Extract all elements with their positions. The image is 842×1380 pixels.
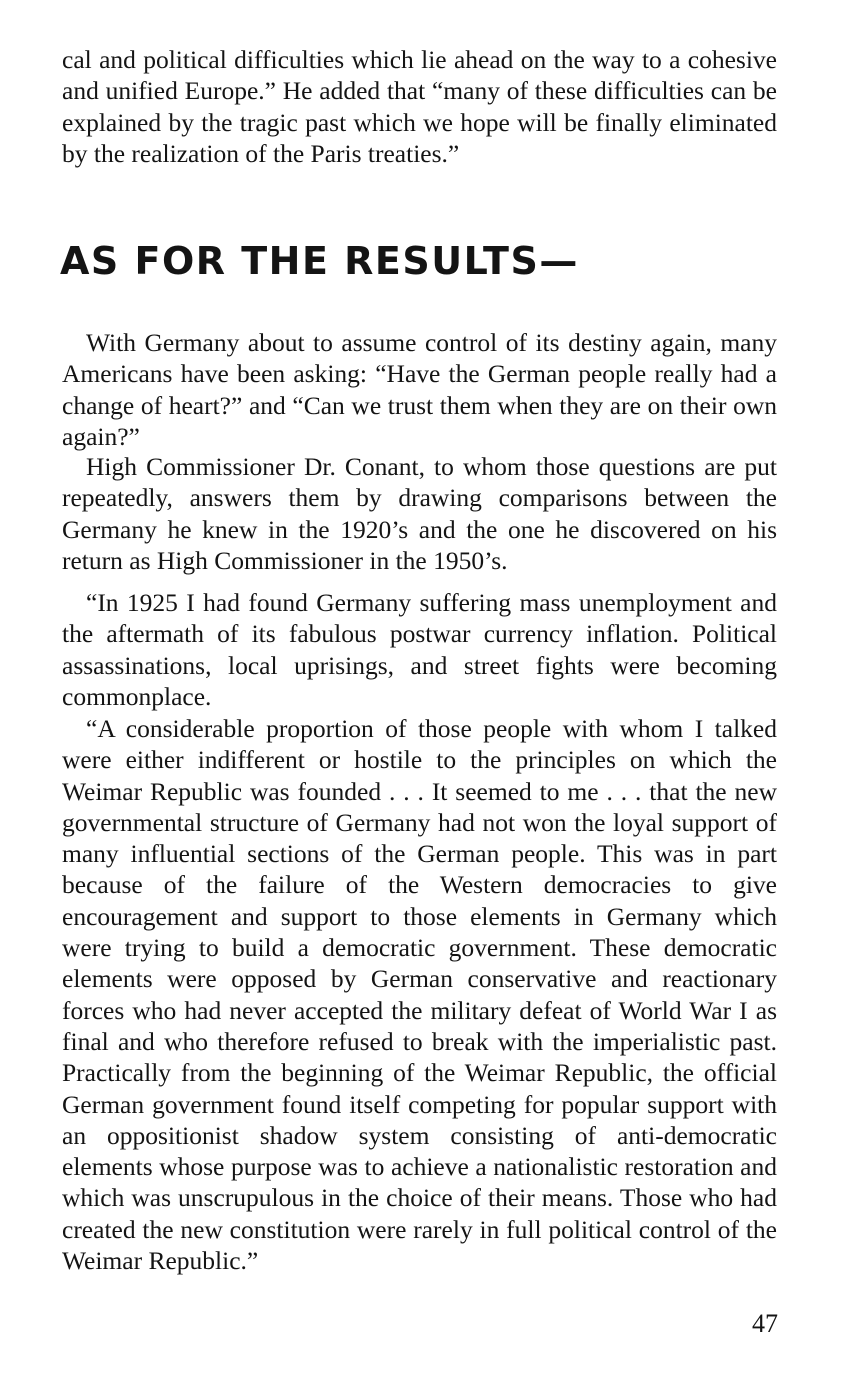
- results-paragraph-conant: High Commissioner Dr. Conant, to whom those questions are put repeatedly, answers them by drawing comparisons between the Germany he knew in the 1920’s and the one he discovered on his return as High Commissioner in the 1950’s.: [62, 452, 777, 575]
- quote-paragraph-1925: “In 1925 I had found Germany suffering mass unemployment and the aftermath of its fabulous postwar currency inflation. Political assassinations, local uprisings, and street fights were becoming commonplace.: [62, 588, 777, 711]
- intro-paragraph: cal and political difficulties which lie ahead on the way to a cohesive and unified Europe.” He added that “many of these difficulties can be explained by the tragic past which we hope will be finally eliminated by the realization of the Paris treaties.”: [62, 45, 777, 168]
- page-number: 47: [752, 1309, 778, 1338]
- quote-paragraph-weimar: “A considerable proportion of those people with whom I talked were either indifferent or hostile to the principles on which the Weimar Republic was founded . . . It seemed to me . . . that the new governmental structure of Germany had not won the loyal support of many influential sections of the German people. This was in part because of the failure of the Western democracies to give encouragement and support to those elements in Germany which were trying to build a democratic government. These democratic elements were opposed by German conservative and reactionary forces who had never accepted the military defeat of World War I as final and who therefore refused to break with the imperialistic past. Practically from the beginning of the Weimar Republic, the official German government found itself competing for popular support with an oppositionist shadow system consisting of anti-democratic elements whose purpose was to achieve a nationalistic restoration and which was unscrupulous in the choice of their means. Those who had created the new constitution were rarely in full political control of the Weimar Republic.”: [62, 714, 777, 1276]
- section-heading: AS FOR THE RESULTS—: [60, 239, 579, 283]
- results-paragraph-questions: With Germany about to assume control of its destiny again, many Americans have been asking: “Have the German people really had a change of heart?” and “Can we trust them when they are on their own again?”: [62, 328, 777, 451]
